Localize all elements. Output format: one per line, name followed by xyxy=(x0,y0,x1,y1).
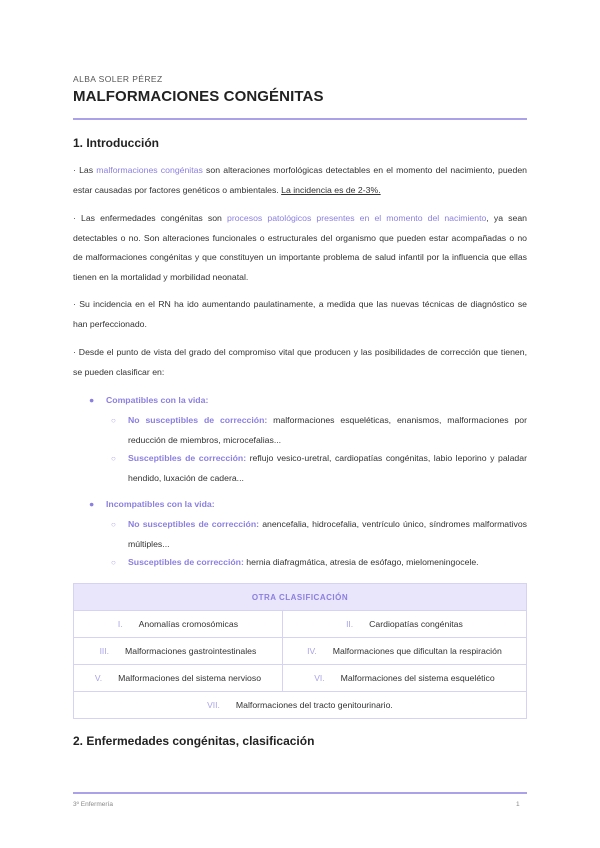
roman-numeral: VII. xyxy=(207,700,220,710)
footer-divider xyxy=(73,792,527,794)
cell-text: Cardiopatías congénitas xyxy=(369,619,463,629)
bullet-icon: ● xyxy=(89,499,95,509)
classification-table xyxy=(73,583,527,719)
list-item xyxy=(111,515,528,554)
item-text: reflujo vesico-uretral, cardiopatías congénitas, labio leporino y paladar hendido, luxación de cadera... xyxy=(128,453,527,483)
group-incompatible xyxy=(89,499,215,509)
section-heading-intro: 1. Introducción xyxy=(73,136,160,150)
item-text: hernia diafragmática, atresia de esófago, mielomeningocele. xyxy=(243,557,479,567)
paragraph-classification-intro: · Desde el punto de vista del grado del compromiso vital que producen y las posibilidades de corrección que tienen, se pueden clasificar en: xyxy=(73,347,527,377)
group-label: Incompatibles con la vida: xyxy=(106,499,215,509)
cell-text: Malformaciones gastrointestinales xyxy=(125,646,257,656)
group-label: Compatibles con la vida: xyxy=(106,395,209,405)
table-row xyxy=(74,638,527,665)
table-cell xyxy=(74,638,283,665)
text: · Las xyxy=(73,165,97,175)
bullet-icon: ● xyxy=(89,395,95,405)
item-label: Susceptibles de corrección: xyxy=(128,453,247,463)
table-header: OTRA CLASIFICACIÓN xyxy=(74,584,527,611)
circle-bullet-icon: ○ xyxy=(111,558,116,567)
text: son alteraciones morfológicas detectables en el momento del nacimiento, pueden estar causadas por factores genéticos o ambientales. xyxy=(73,165,527,195)
table-cell xyxy=(282,665,526,692)
circle-bullet-icon: ○ xyxy=(111,520,116,529)
item-text: anencefalia, hidrocefalia, ventrículo único, síndromes malformativos múltiples... xyxy=(128,519,528,549)
item-label: No susceptibles de corrección: xyxy=(128,415,268,425)
table-row xyxy=(74,665,527,692)
cell-text: Malformaciones que dificultan la respiración xyxy=(332,646,502,656)
roman-numeral: I. xyxy=(117,619,123,629)
table-cell xyxy=(282,638,526,665)
table-row xyxy=(74,611,527,638)
text: · Las enfermedades congénitas son xyxy=(73,213,227,223)
roman-numeral: III. xyxy=(99,646,110,656)
roman-numeral: V. xyxy=(94,673,103,683)
item-label: No susceptibles de corrección: xyxy=(128,519,260,529)
footer-course: 3º Enfermería xyxy=(73,801,113,808)
cell-text: Malformaciones del sistema esquelético xyxy=(340,673,495,683)
list-item xyxy=(111,411,527,450)
table-cell xyxy=(74,692,527,719)
section-heading-classification: 2. Enfermedades congénitas, clasificación xyxy=(73,734,315,748)
paragraph-definition xyxy=(73,161,527,200)
text: , ya sean detectables o no. Son alteraciones funcionales o estructurales del organismo que pueden estar acompañadas o no de malformaciones congénitas y que constituyen un importante problema de salud infantil por la influencia que ellas tienen en la mortalidad y morbilidad neonatal. xyxy=(73,213,527,282)
table-row xyxy=(74,692,527,719)
author-name: ALBA SOLER PÉREZ xyxy=(73,74,163,84)
circle-bullet-icon: ○ xyxy=(111,416,116,425)
item-label: Susceptibles de corrección: xyxy=(128,557,244,567)
highlight-term: malformaciones congénitas xyxy=(96,165,203,175)
roman-numeral: VI. xyxy=(314,673,325,683)
list-item xyxy=(111,449,527,488)
roman-numeral: II. xyxy=(346,619,354,629)
highlight-term: procesos patológicos presentes en el momento del nacimiento xyxy=(227,213,487,223)
cell-text: Anomalías cromosómicas xyxy=(138,619,239,629)
table-cell xyxy=(282,611,526,638)
circle-bullet-icon: ○ xyxy=(111,454,116,463)
item-text: malformaciones esqueléticas, enanismos, malformaciones por reducción de miembros, microcefalias... xyxy=(128,415,527,445)
roman-numeral: IV. xyxy=(307,646,317,656)
document-title: MALFORMACIONES CONGÉNITAS xyxy=(73,88,324,105)
list-item xyxy=(111,553,527,573)
table-cell xyxy=(74,665,283,692)
page-number: 1 xyxy=(516,801,520,808)
cell-text: Malformaciones del tracto genitourinario. xyxy=(235,700,393,710)
paragraph-congenital-diseases xyxy=(73,209,527,287)
cell-text: Malformaciones del sistema nervioso xyxy=(118,673,262,683)
table-cell xyxy=(74,611,283,638)
header-divider xyxy=(73,118,527,120)
group-compatible xyxy=(89,395,208,405)
paragraph-incidence: · Su incidencia en el RN ha ido aumentando paulatinamente, a medida que las nuevas técnicas de diagnóstico se han perfeccionado. xyxy=(73,299,527,329)
incidence-note: La incidencia es de 2-3%. xyxy=(281,184,381,195)
